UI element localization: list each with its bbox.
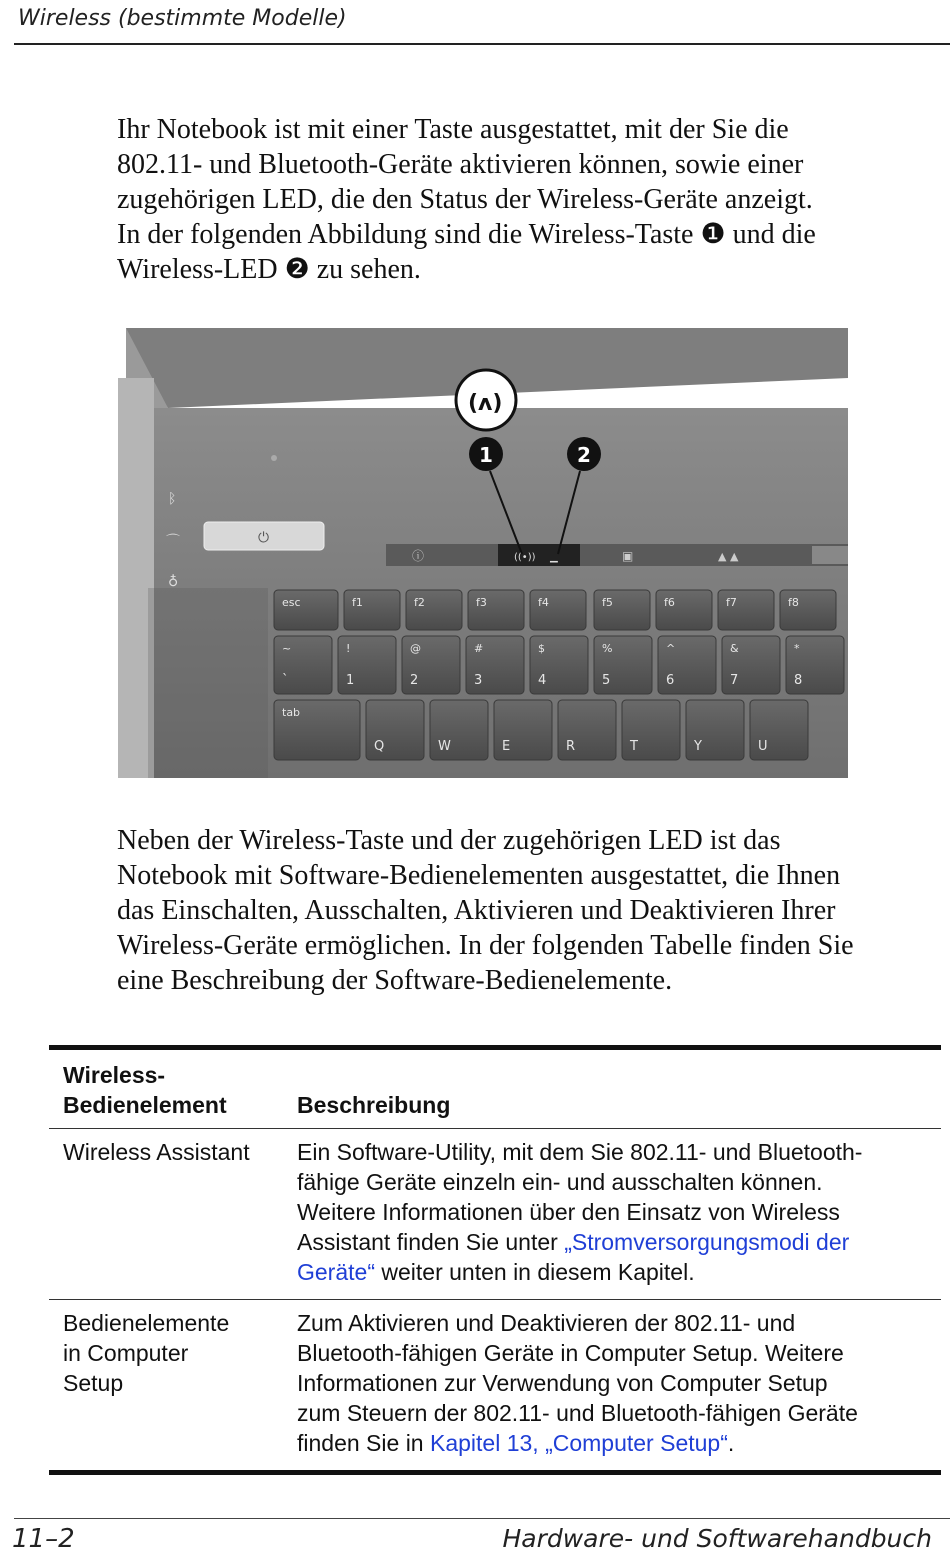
key-label: 4 (538, 673, 547, 688)
row-description: Ein Software-Utility, mit dem Sie 802.11- und Bluetooth- fähige Geräte einzeln ein- und ausschalten können. Weitere Informationen über den Einsatz von Wireless Assistant finden Sie unter „Stromversorgungsmodi der Geräte“ weiter unten in diesem Kapitel. (297, 1139, 863, 1285)
key-label: f2 (414, 596, 425, 609)
row-description: Zum Aktivieren und Deaktivieren der 802.11- und Bluetooth-fähigen Geräte in Computer Setup. Weitere Informationen zur Verwendung von Computer Setup zum Steuern der 802.11- und Bluetooth-fähigen Geräte finden Sie in Kapitel 13, „Computer Setup“. (297, 1310, 858, 1456)
page-number: 11–2 (12, 1524, 75, 1554)
body-line: Notebook mit Software-Bedienelementen ausgestattet, die Ihnen (117, 860, 841, 891)
intro-line: zugehörigen LED, die den Status der Wireless-Geräte anzeigt. (117, 184, 813, 215)
keyboard-figure (118, 318, 848, 778)
header-col-control: Wireless- Bedienelement (63, 1062, 227, 1118)
key-label: 7 (730, 673, 739, 688)
body-line: Neben der Wireless-Taste und der zugehörigen LED ist das (117, 825, 781, 856)
power-modes-link[interactable]: „Stromversorgungsmodi der (564, 1229, 850, 1255)
key-label: 6 (666, 673, 675, 688)
key-label: f1 (352, 596, 363, 609)
key-label: ^ (666, 642, 676, 655)
key-label: U (758, 739, 768, 754)
svg-text:(ʌ): (ʌ) (468, 391, 503, 416)
key-label: f4 (538, 596, 549, 609)
svg-text:((•)): ((•)) (514, 552, 536, 563)
key-label: 8 (794, 673, 803, 688)
table-row (49, 1300, 941, 1473)
body-line: eine Beschreibung der Software-Bedienelemente. (117, 965, 673, 996)
header-col-description: Beschreibung (297, 1092, 451, 1118)
key-label: ~ (282, 642, 292, 655)
key-label: * (794, 642, 800, 655)
key-label: 1 (346, 673, 355, 688)
key-label: T (630, 739, 638, 754)
key-label: f5 (602, 596, 613, 609)
key-label: 3 (474, 673, 483, 688)
intro-line: In der folgenden Abbildung sind die Wireless-Taste ❶ und die (117, 219, 816, 250)
key-label: ` (282, 673, 289, 688)
key-label: # (474, 642, 484, 655)
table-header-row (49, 1048, 941, 1129)
key-label: tab (282, 706, 301, 719)
body-line: Wireless-Geräte ermöglichen. In der folgenden Tabelle finden Sie (117, 930, 854, 961)
intro-line: Wireless-LED ❷ zu sehen. (117, 254, 421, 285)
svg-text:⌒: ⌒ (166, 534, 180, 550)
svg-text:▲ ▲: ▲ ▲ (718, 550, 739, 563)
svg-text:♁: ♁ (168, 574, 179, 590)
svg-text:⏻: ⏻ (258, 530, 270, 546)
key-label: % (602, 642, 613, 655)
key-label: $ (538, 642, 545, 655)
callout-2: 2 (577, 443, 591, 467)
key-label: W (438, 739, 451, 754)
running-header: Wireless (bestimmte Modelle) (18, 6, 347, 31)
row-name: Wireless Assistant (63, 1139, 250, 1165)
footer-rule (14, 1518, 950, 1519)
row-name: Bedienelemente in Computer Setup (63, 1310, 230, 1396)
power-modes-link-cont[interactable]: Geräte“ (297, 1259, 375, 1285)
body-line: das Einschalten, Ausschalten, Aktivieren und Deaktivieren Ihrer (117, 895, 836, 926)
key-label: E (502, 739, 511, 754)
book-title: Hardware- und Softwarehandbuch (502, 1524, 932, 1553)
key-label: f3 (476, 596, 487, 609)
key-label: R (566, 739, 576, 754)
key-label: f8 (788, 596, 799, 609)
intro-line: Ihr Notebook ist mit einer Taste ausgestattet, mit der Sie die (117, 114, 789, 145)
svg-text:ⓘ: ⓘ (412, 549, 425, 563)
intro-paragraph (117, 112, 939, 287)
key-label: Y (694, 739, 702, 754)
key-label: Q (374, 739, 385, 754)
intro-line: 802.11- und Bluetooth-Geräte aktivieren können, sowie einer (117, 149, 804, 180)
computer-setup-link[interactable]: Kapitel 13, „Computer Setup“ (429, 1430, 728, 1456)
controls-table (49, 1045, 941, 1475)
key-label: esc (282, 596, 301, 609)
body-paragraph (117, 823, 939, 998)
header-rule (14, 43, 950, 45)
svg-text:▣: ▣ (622, 549, 634, 563)
key-label: f6 (664, 596, 675, 609)
key-label: ! (346, 642, 351, 655)
key-label: @ (410, 642, 421, 655)
callout-1: 1 (479, 443, 493, 467)
svg-text:▁: ▁ (550, 552, 558, 563)
key-label: 5 (602, 673, 611, 688)
key-label: & (730, 642, 739, 655)
key-label: 2 (410, 673, 419, 688)
key-label: f7 (726, 596, 737, 609)
table-row (49, 1129, 941, 1300)
svg-text:ᛒ: ᛒ (168, 491, 177, 507)
